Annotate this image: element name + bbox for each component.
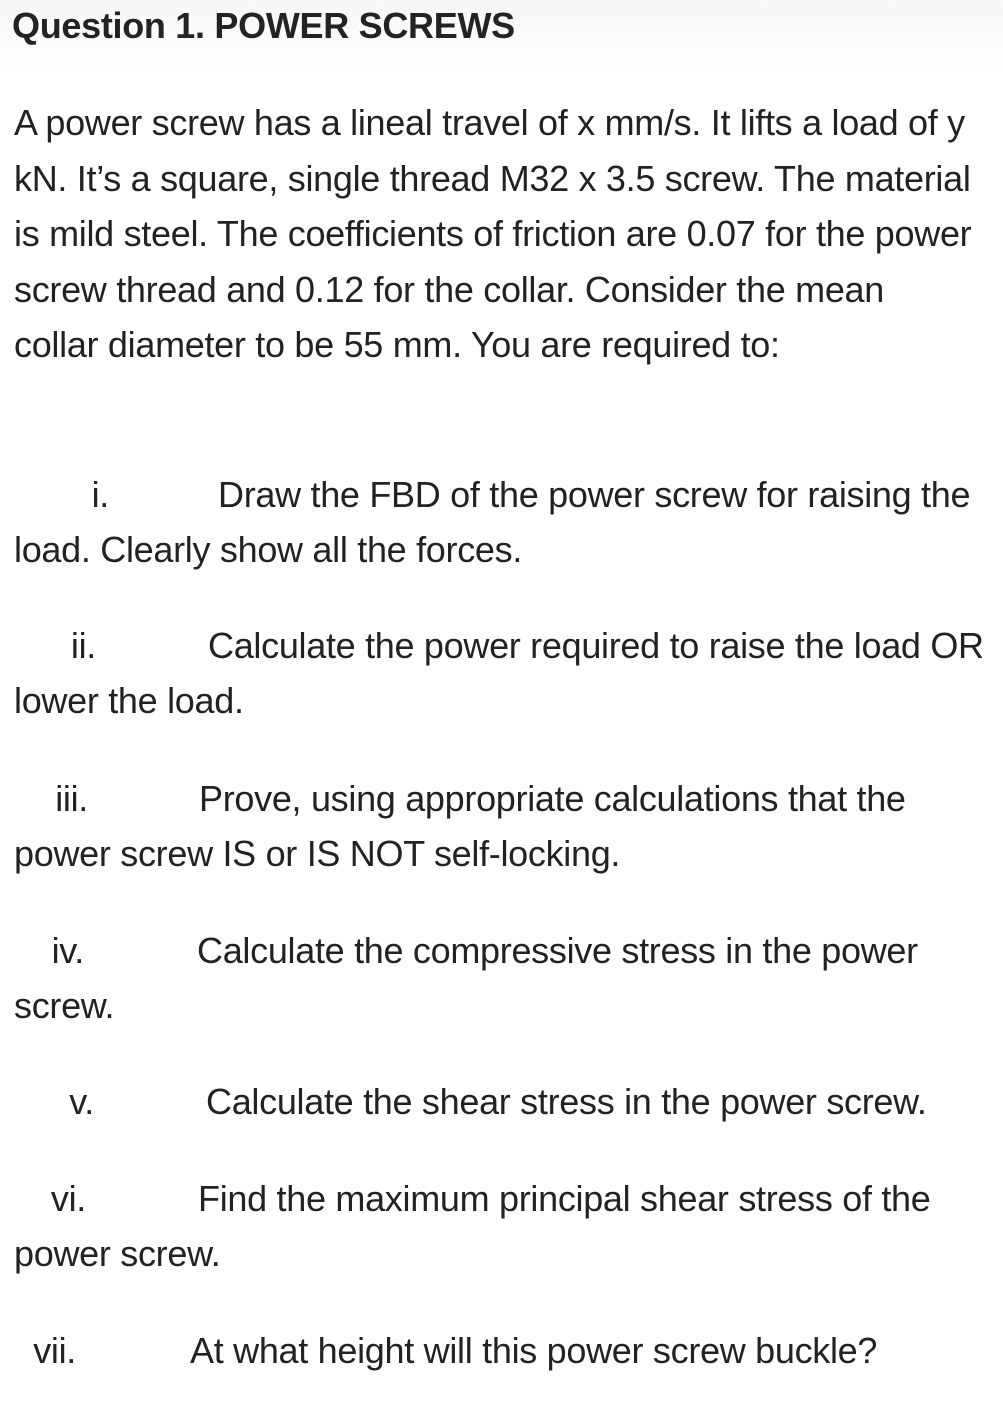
item-text: Calculate the shear stress in the power screw. (206, 1081, 927, 1122)
question-title: Question 1. POWER SCREWS (12, 5, 515, 46)
item-number: iii. (55, 778, 88, 819)
item-number: vi. (50, 1178, 86, 1219)
list-item (14, 923, 989, 1033)
list-item (14, 1074, 989, 1129)
list-item (14, 618, 989, 728)
item-text: Calculate the power required to raise the load OR lower the load. (14, 625, 984, 721)
list-item (14, 771, 989, 881)
item-number: iv. (51, 930, 84, 971)
item-number: i. (91, 474, 109, 515)
item-text: At what height will this power screw buckle? (190, 1330, 878, 1371)
item-number: ii. (70, 625, 96, 666)
item-text: Prove, using appropriate calculations that the power screw IS or IS NOT self-locking. (14, 778, 906, 874)
list-item (14, 1171, 989, 1281)
item-number: v. (69, 1081, 94, 1122)
item-text: Calculate the compressive stress in the power screw. (14, 930, 918, 1026)
item-number: vii. (33, 1330, 76, 1371)
list-item (14, 467, 989, 577)
item-text: Find the maximum principal shear stress of the power screw. (14, 1178, 931, 1274)
list-item (14, 1323, 989, 1378)
question-intro: A power screw has a lineal travel of x mm/s. It lifts a load of y kN. It’s a square, single thread M32 x 3.5 screw. The material is mild steel. The coefficients of friction are 0.07 for the power screw thread and 0.12 for the collar. Consider the mean collar diameter to be 55 mm. You are required to: (14, 102, 972, 365)
item-text: Draw the FBD of the power screw for raising the load. Clearly show all the forces. (14, 474, 971, 570)
header-bar (0, 0, 1003, 78)
